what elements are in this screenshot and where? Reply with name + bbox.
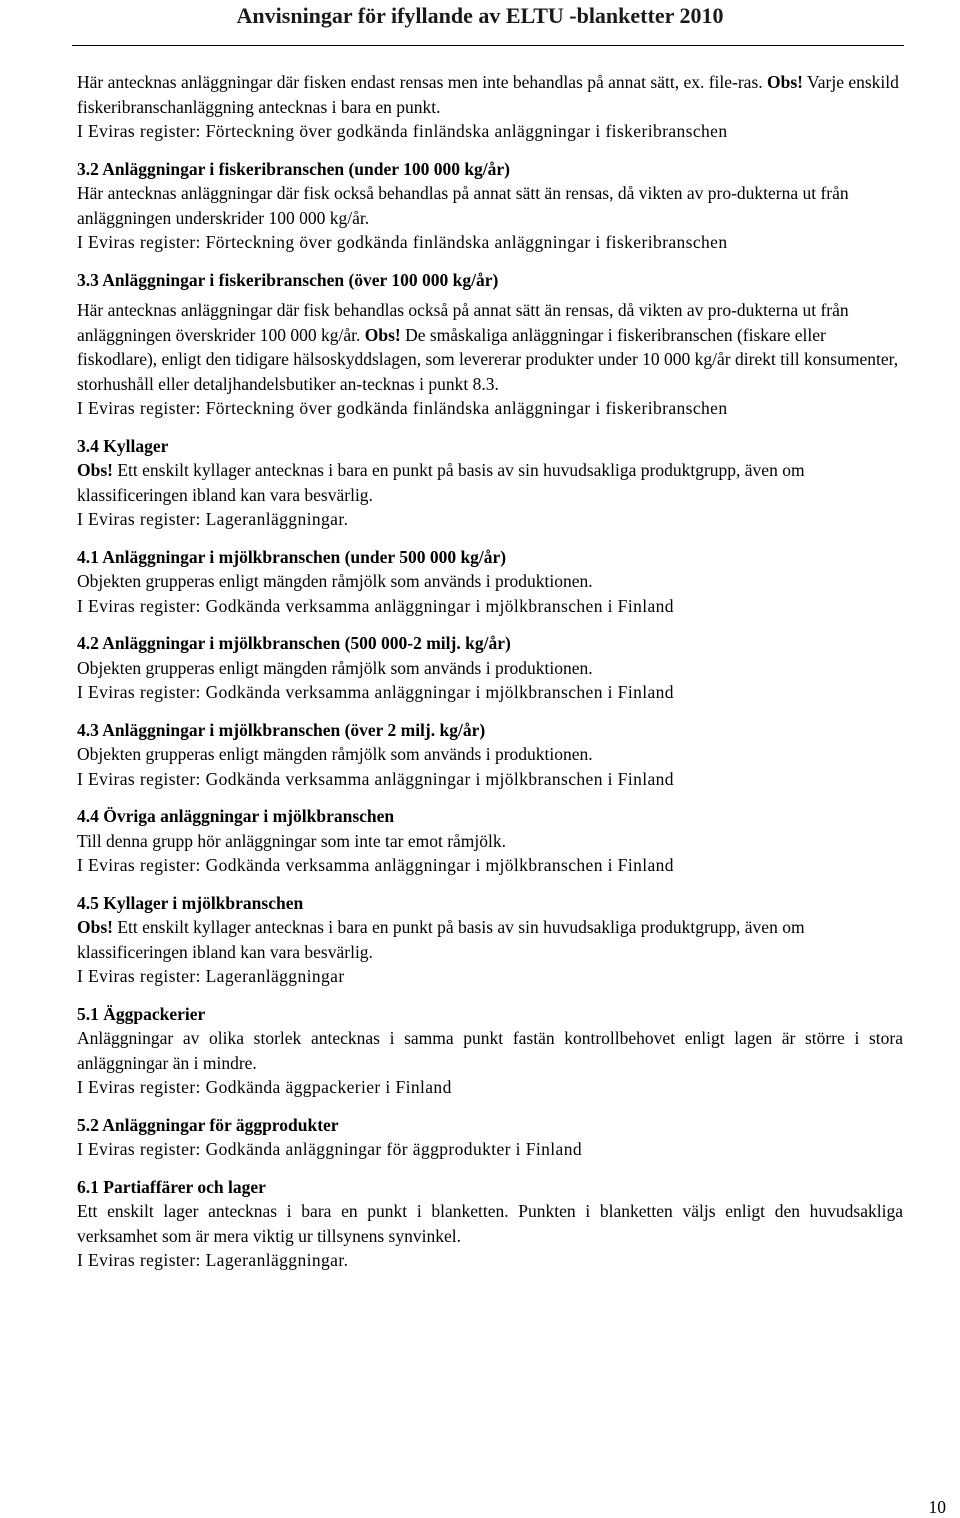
section-text: Ett enskilt lager antecknas i bara en punkt i blanketten. Punkten i blanketten väljs enligt den huvudsakliga verksamhet som är mera viktig ur tillsynens synvinkel.	[77, 1201, 903, 1246]
register-reference: I Eviras register: Godkända äggpackerier i Finland	[77, 1077, 452, 1097]
section-text-1: Här antecknas anläggningar där fisk behandlas också på annat sätt än rensas, då vikten av pro-dukterna ut från anläggningen överskrider 100 000 kg/år.	[77, 300, 849, 345]
obs-label: Obs!	[77, 917, 113, 937]
register-reference: I Eviras register: Lageranläggningar	[77, 966, 345, 986]
register-reference: I Eviras register: Förteckning över godkända finländska anläggningar i fiskeribranschen	[77, 398, 728, 418]
section-text: Objekten grupperas enligt mängden råmjölk som används i produktionen.	[77, 571, 593, 591]
section-heading: 3.4 Kyllager	[77, 435, 169, 456]
intro-text-1: Här antecknas anläggningar där fisken endast rensas men inte behandlas på annat sätt, ex. file-ras.	[77, 72, 768, 92]
section-heading: 5.1 Äggpackerier	[77, 1003, 206, 1024]
header-divider	[72, 45, 904, 46]
register-reference: I Eviras register: Lageranläggningar.	[77, 509, 349, 529]
section-text	[77, 915, 903, 964]
section-4-5	[77, 891, 903, 989]
section-4-4	[77, 804, 903, 878]
section-5-2	[77, 1113, 903, 1162]
obs-label: Obs!	[77, 460, 113, 480]
register-reference: I Eviras register: Godkända verksamma anläggningar i mjölkbranschen i Finland	[77, 855, 674, 875]
section-heading: 4.5 Kyllager i mjölkbranschen	[77, 892, 304, 913]
section-text-body: Ett enskilt kyllager antecknas i bara en punkt på basis av sin huvudsakliga produktgrupp, även om klassificeringen ibland kan vara besvärlig.	[77, 460, 805, 505]
section-text: Objekten grupperas enligt mängden råmjölk som används i produktionen.	[77, 657, 593, 678]
section-heading: 4.1 Anläggningar i mjölkbranschen (under 500 000 kg/år)	[77, 546, 507, 567]
section-text: Här antecknas anläggningar där fisk också behandlas på annat sätt än rensas, då vikten av pro-dukterna ut från anläggningen underskrider 100 000 kg/år.	[77, 183, 849, 228]
intro-text-2: Varje enskild fiskeribranschanläggning antecknas i bara en punkt.	[77, 72, 899, 117]
register-reference: I Eviras register: Godkända anläggningar för äggprodukter i Finland	[77, 1139, 582, 1159]
register-reference: I Eviras register: Godkända verksamma anläggningar i mjölkbranschen i Finland	[77, 595, 674, 616]
register-reference: I Eviras register: Godkända verksamma anläggningar i mjölkbranschen i Finland	[77, 682, 674, 702]
page-number: 10	[928, 1497, 946, 1517]
section-3-4	[77, 434, 903, 532]
register-reference: I Eviras register: Förteckning över godkända finländska anläggningar i fiskeribranschen	[77, 121, 728, 141]
document-body	[77, 70, 903, 1286]
section-heading: 4.2 Anläggningar i mjölkbranschen (500 000-2 milj. kg/år)	[77, 633, 511, 653]
section-6-1	[77, 1175, 903, 1273]
section-heading: 6.1 Partiaffärer och lager	[77, 1176, 266, 1197]
section-heading: 4.3 Anläggningar i mjölkbranschen (över 2 milj. kg/år)	[77, 719, 486, 740]
section-5-1	[77, 1002, 903, 1100]
section-4-1	[77, 545, 903, 619]
register-reference: I Eviras register: Godkända verksamma anläggningar i mjölkbranschen i Finland	[77, 768, 674, 789]
section-text: Anläggningar av olika storlek antecknas i samma punkt fastän kontrollbehovet enligt lagen är större i stora anläggningar än i mindre.	[77, 1028, 903, 1073]
section-heading: 3.3 Anläggningar i fiskeribranschen (över 100 000 kg/år)	[77, 269, 499, 290]
section-text: Till denna grupp hör anläggningar som inte tar emot råmjölk.	[77, 830, 506, 851]
document-header-title: Anvisningar för ifyllande av ELTU -blanketter 2010	[236, 3, 724, 28]
section-heading: 4.4 Övriga anläggningar i mjölkbranschen	[77, 806, 395, 826]
obs-label: Obs!	[364, 324, 401, 345]
section-text-body: Ett enskilt kyllager antecknas i bara en punkt på basis av sin huvudsakliga produktgrupp, även om klassificeringen ibland kan vara besvärlig.	[77, 917, 805, 962]
section-intro	[77, 70, 903, 144]
section-text-2: De småskaliga anläggningar i fiskeribranschen (fiskare eller fiskodlare), enligt den tidigare hälsoskyddslagen, som levererar produkter under 10 000 kg/år direkt till konsumenter, storhushåll eller detaljhandelsbutiker an-tecknas i punkt 8.3.	[77, 324, 899, 394]
section-4-3	[77, 718, 903, 792]
section-text	[77, 298, 903, 396]
section-text: Objekten grupperas enligt mängden råmjölk som används i produktionen.	[77, 744, 593, 764]
section-heading: 5.2 Anläggningar för äggprodukter	[77, 1114, 339, 1135]
obs-label: Obs!	[767, 72, 803, 92]
register-reference: I Eviras register: Förteckning över godkända finländska anläggningar i fiskeribranschen	[77, 232, 728, 252]
section-4-2	[77, 631, 903, 705]
section-text	[77, 458, 903, 507]
section-heading: 3.2 Anläggningar i fiskeribranschen (under 100 000 kg/år)	[77, 158, 511, 179]
intro-paragraph	[77, 70, 903, 119]
section-3-2	[77, 157, 903, 255]
section-3-3	[77, 268, 903, 421]
register-reference: I Eviras register: Lageranläggningar.	[77, 1250, 349, 1270]
